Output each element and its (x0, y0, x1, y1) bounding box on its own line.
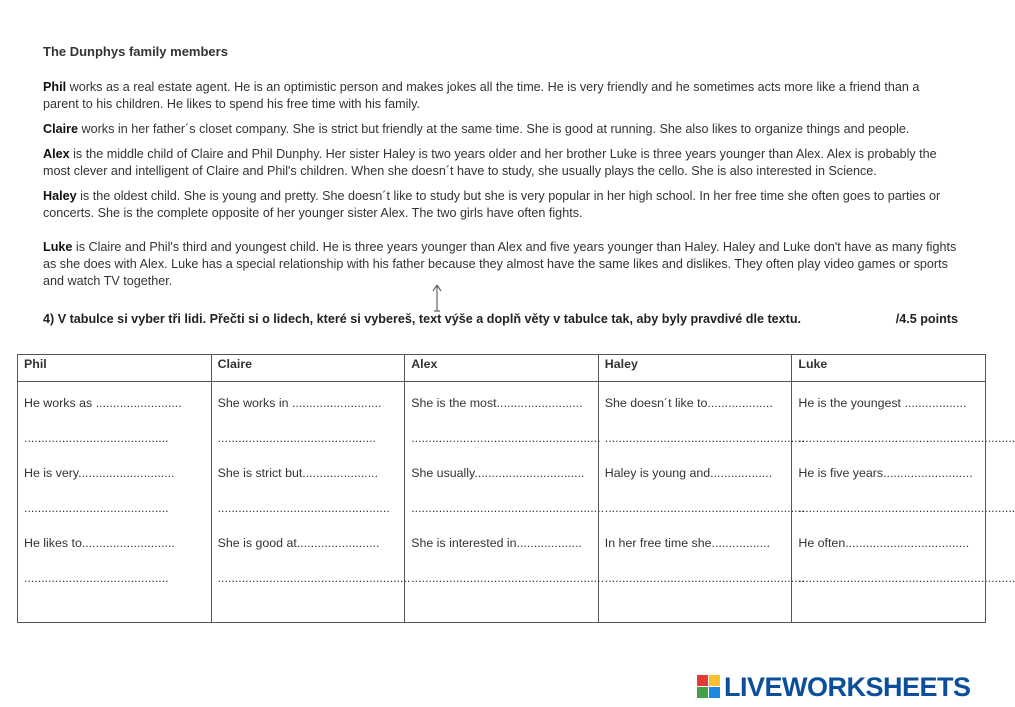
task-instruction-row (43, 312, 958, 326)
paragraph-name: Haley (43, 189, 77, 203)
header-haley: Haley (598, 355, 792, 382)
blank-sentence[interactable]: He likes to........................... (24, 536, 175, 550)
paragraph-name: Alex (43, 147, 70, 161)
paragraph-alex (43, 146, 958, 180)
paragraph-name: Phil (43, 80, 67, 94)
paragraph-text: is the oldest child. She is young and pretty. She doesn´t like to study but she is very popular in her high school. In her free time she often goes to parties or concerts. She is the complete opposite of her younger sister Alex. The two girls have often fights. (43, 189, 941, 220)
paragraph-text: works as a real estate agent. He is an optimistic person and makes jokes all the time. He is very friendly and he sometimes acts more like a friend than a parent to his children. He likes to spend his free time with his family. (43, 80, 920, 111)
blank-sentence[interactable]: She is strict but...................... (217, 466, 379, 480)
blank-line[interactable]: .......................................................... (604, 501, 805, 515)
text-cursor-icon (430, 283, 444, 313)
header-phil: Phil (18, 355, 212, 382)
blank-line[interactable]: ....................................................... (411, 431, 601, 445)
paragraph-text: works in her father´s closet company. She is strict but friendly at the same time. She is good at running. She also likes to organize things and people. (78, 122, 910, 136)
column-haley (598, 382, 805, 623)
paragraph-text: is the middle child of Claire and Phil Dunphy. Her sister Haley is two years older and her brother Luke is three years younger than Alex. Alex is probably the most clever and intelligent of Claire and Phil's children. When she doesn´t have to study, she usually plays the cello. She is also interested in Science. (43, 147, 937, 178)
column-phil (18, 382, 212, 623)
task-instruction: 4) V tabulce si vyber tři lidi. Přečti si o lidech, které si vybereš, text výše a doplň věty v tabulce tak, aby byly pravdivé dle textu. (43, 312, 802, 326)
paragraph-luke (43, 239, 958, 290)
blank-line[interactable]: .......................................... (24, 431, 169, 445)
blank-sentence[interactable]: In her free time she................. (604, 536, 771, 550)
logo-squares-icon (697, 675, 721, 699)
blank-sentence[interactable]: Haley is young and.................. (604, 466, 773, 480)
header-claire: Claire (211, 355, 405, 382)
blank-sentence[interactable]: She works in .......................... (217, 396, 382, 410)
fill-in-table (17, 354, 1015, 623)
blank-line[interactable]: .......................................................... (604, 431, 805, 445)
blank-line[interactable]: .......................................... (24, 571, 169, 585)
blank-sentence[interactable]: She is good at........................ (217, 536, 380, 550)
blank-line[interactable]: ........................................................ (217, 571, 411, 585)
table-header-row (18, 355, 986, 382)
paragraph-name: Luke (43, 240, 73, 254)
blank-line[interactable]: .................................................. (217, 501, 390, 515)
paragraph-text: is Claire and Phil's third and youngest child. He is three years younger than Alex and five years younger than Haley. Haley and Luke don't have as many fights as she does with Alex. Luke has a special relationship with his father because they almost have the same likes and dislikes. They often play video games or sports and watch TV together. (43, 240, 957, 288)
worksheet-title: The Dunphys family members (43, 44, 228, 59)
blank-sentence[interactable]: He often.................................... (798, 536, 970, 550)
column-claire (211, 382, 411, 623)
blank-sentence[interactable]: She is the most......................... (411, 396, 583, 410)
liveworksheets-logo[interactable] (697, 672, 971, 702)
task-points: /4.5 points (895, 312, 958, 326)
paragraph-haley (43, 188, 958, 222)
blank-sentence[interactable]: She is interested in................... (411, 536, 582, 550)
paragraph-name: Claire (43, 122, 79, 136)
blank-line[interactable]: .......................................................... (604, 571, 805, 585)
blank-sentence[interactable]: She usually................................ (411, 466, 585, 480)
logo-text: LIVEWORKSHEETS (724, 671, 971, 702)
paragraph-phil (43, 79, 958, 113)
blank-sentence[interactable]: He is the youngest .................. (798, 396, 967, 410)
blank-sentence[interactable]: She doesn´t like to................... (604, 396, 773, 410)
header-luke: Luke (792, 355, 986, 382)
blank-sentence[interactable]: He is very............................ (24, 466, 175, 480)
blank-sentence[interactable]: He is five years.......................... (798, 466, 973, 480)
blank-line[interactable]: ............................................................... (798, 501, 1015, 515)
blank-line[interactable]: .......................................... (24, 501, 169, 515)
blank-sentence[interactable]: He works as ......................... (24, 396, 182, 410)
blank-line[interactable]: ........................................................ (411, 571, 604, 585)
table-row (18, 382, 986, 623)
blank-line[interactable]: ............................................................... (798, 431, 1015, 445)
column-alex (405, 382, 604, 623)
blank-line[interactable]: .............................................. (217, 431, 376, 445)
blank-line[interactable]: ............................................................... (798, 571, 1015, 585)
column-luke (792, 382, 1015, 623)
header-alex: Alex (405, 355, 599, 382)
blank-line[interactable]: ........................................................ (411, 501, 604, 515)
paragraph-claire (43, 121, 958, 138)
